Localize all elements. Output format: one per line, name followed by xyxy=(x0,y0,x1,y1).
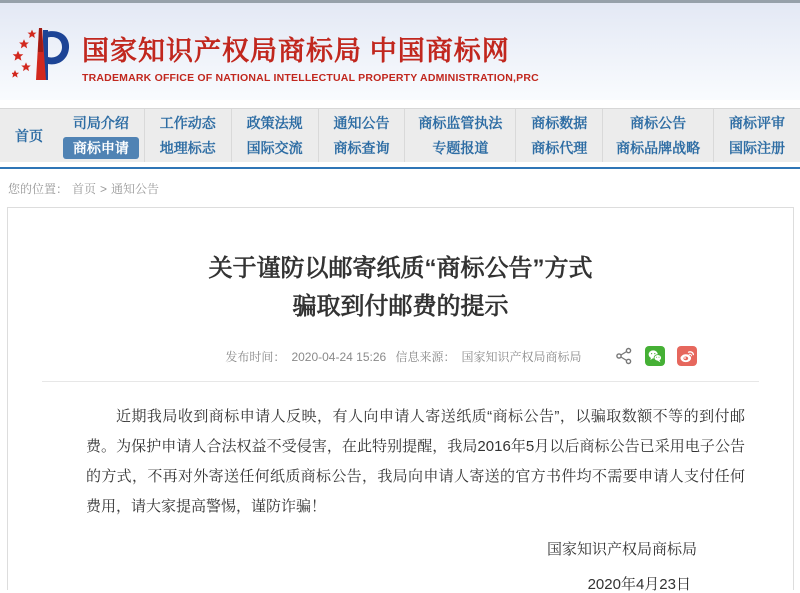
site-header xyxy=(0,3,800,100)
nav-item-notices[interactable]: 通知公告 xyxy=(333,115,390,131)
share-bar xyxy=(615,346,697,366)
breadcrumb-current: 通知公告 xyxy=(111,182,160,196)
site-logo[interactable] xyxy=(12,22,74,88)
publish-time-label: 发布时间： xyxy=(225,350,286,364)
publish-time-value: 2020-04-24 15:26 xyxy=(291,350,387,364)
source-label: 信息来源： xyxy=(395,350,456,364)
nav-item-work-news[interactable]: 工作动态 xyxy=(159,115,216,131)
weibo-share-icon[interactable] xyxy=(677,346,697,366)
main-nav xyxy=(0,108,800,162)
nav-item-international-exchange[interactable]: 国际交流 xyxy=(246,140,303,156)
site-subtitle: TRADEMARK OFFICE OF NATIONAL INTELLECTUAL PROPERTY ADMINISTRATION,PRC xyxy=(82,72,539,84)
nav-item-trademark-application[interactable]: 商标申请 xyxy=(63,137,139,159)
source-value: 国家知识产权局商标局 xyxy=(461,350,582,364)
wechat-share-icon[interactable] xyxy=(645,346,665,366)
article-body: 近期我局收到商标申请人反映，有人向申请人寄送纸质“商标公告”，以骗取数额不等的到付邮费。为保护申请人合法权益不受侵害，在此特别提醒，我局2016年5月以后商标公告已采用电子公告的方式，不再对外寄送任何纸质商标公告，我局向申请人寄送的官方书件均不需要申请人支付任何费用，请大家提高警惕，谨防诈骗！ xyxy=(86,408,745,515)
nav-item-trademark-gazette[interactable]: 商标公告 xyxy=(630,115,687,131)
nav-group-4 xyxy=(318,109,405,162)
breadcrumb-home-link[interactable]: 首页 xyxy=(72,182,97,196)
breadcrumb xyxy=(0,169,800,207)
site-title: 国家知识产权局商标局 中国商标网 xyxy=(82,36,510,66)
nav-group-2 xyxy=(144,109,231,162)
nav-item-supervision-enforcement[interactable]: 商标监管执法 xyxy=(418,115,503,131)
article-signature: 国家知识产权局商标局 xyxy=(546,541,697,558)
share-icon[interactable] xyxy=(615,347,633,365)
nav-item-bureau-intro[interactable]: 司局介绍 xyxy=(72,115,129,131)
breadcrumb-separator: > xyxy=(100,182,108,196)
nav-item-trademark-review[interactable]: 商标评审 xyxy=(729,115,786,131)
nav-item-special-reports[interactable]: 专题报道 xyxy=(432,140,489,156)
article-title xyxy=(8,250,793,326)
nav-item-trademark-data[interactable]: 商标数据 xyxy=(531,115,588,131)
logo-icon xyxy=(12,22,74,88)
article-title-line2: 骗取到付邮费的提示 xyxy=(292,293,509,320)
nav-item-brand-strategy[interactable]: 商标品牌战略 xyxy=(616,140,701,156)
nav-item-international-registration[interactable]: 国际注册 xyxy=(729,140,786,156)
article-date: 2020年4月23日 xyxy=(587,576,691,593)
article-title-line1: 关于谨防以邮寄纸质“商标公告”方式 xyxy=(208,255,593,282)
nav-item-geographic-indications[interactable]: 地理标志 xyxy=(159,140,216,156)
article-meta xyxy=(8,346,793,368)
breadcrumb-prefix: 您的位置： xyxy=(8,182,69,196)
main-nav-wrap xyxy=(0,108,800,169)
nav-item-home[interactable]: 首页 xyxy=(15,127,43,144)
meta-divider xyxy=(42,381,759,382)
nav-group-3 xyxy=(231,109,318,162)
nav-group-6 xyxy=(515,109,602,162)
header-text xyxy=(82,29,539,84)
nav-group-5 xyxy=(404,109,515,162)
nav-group-1 xyxy=(58,109,144,162)
nav-item-trademark-search[interactable]: 商标查询 xyxy=(333,140,390,156)
article-card xyxy=(7,207,794,593)
nav-group-8 xyxy=(713,109,800,162)
nav-item-trademark-agency[interactable]: 商标代理 xyxy=(531,140,588,156)
nav-group-7 xyxy=(602,109,713,162)
nav-item-policies-regulations[interactable]: 政策法规 xyxy=(246,115,303,131)
